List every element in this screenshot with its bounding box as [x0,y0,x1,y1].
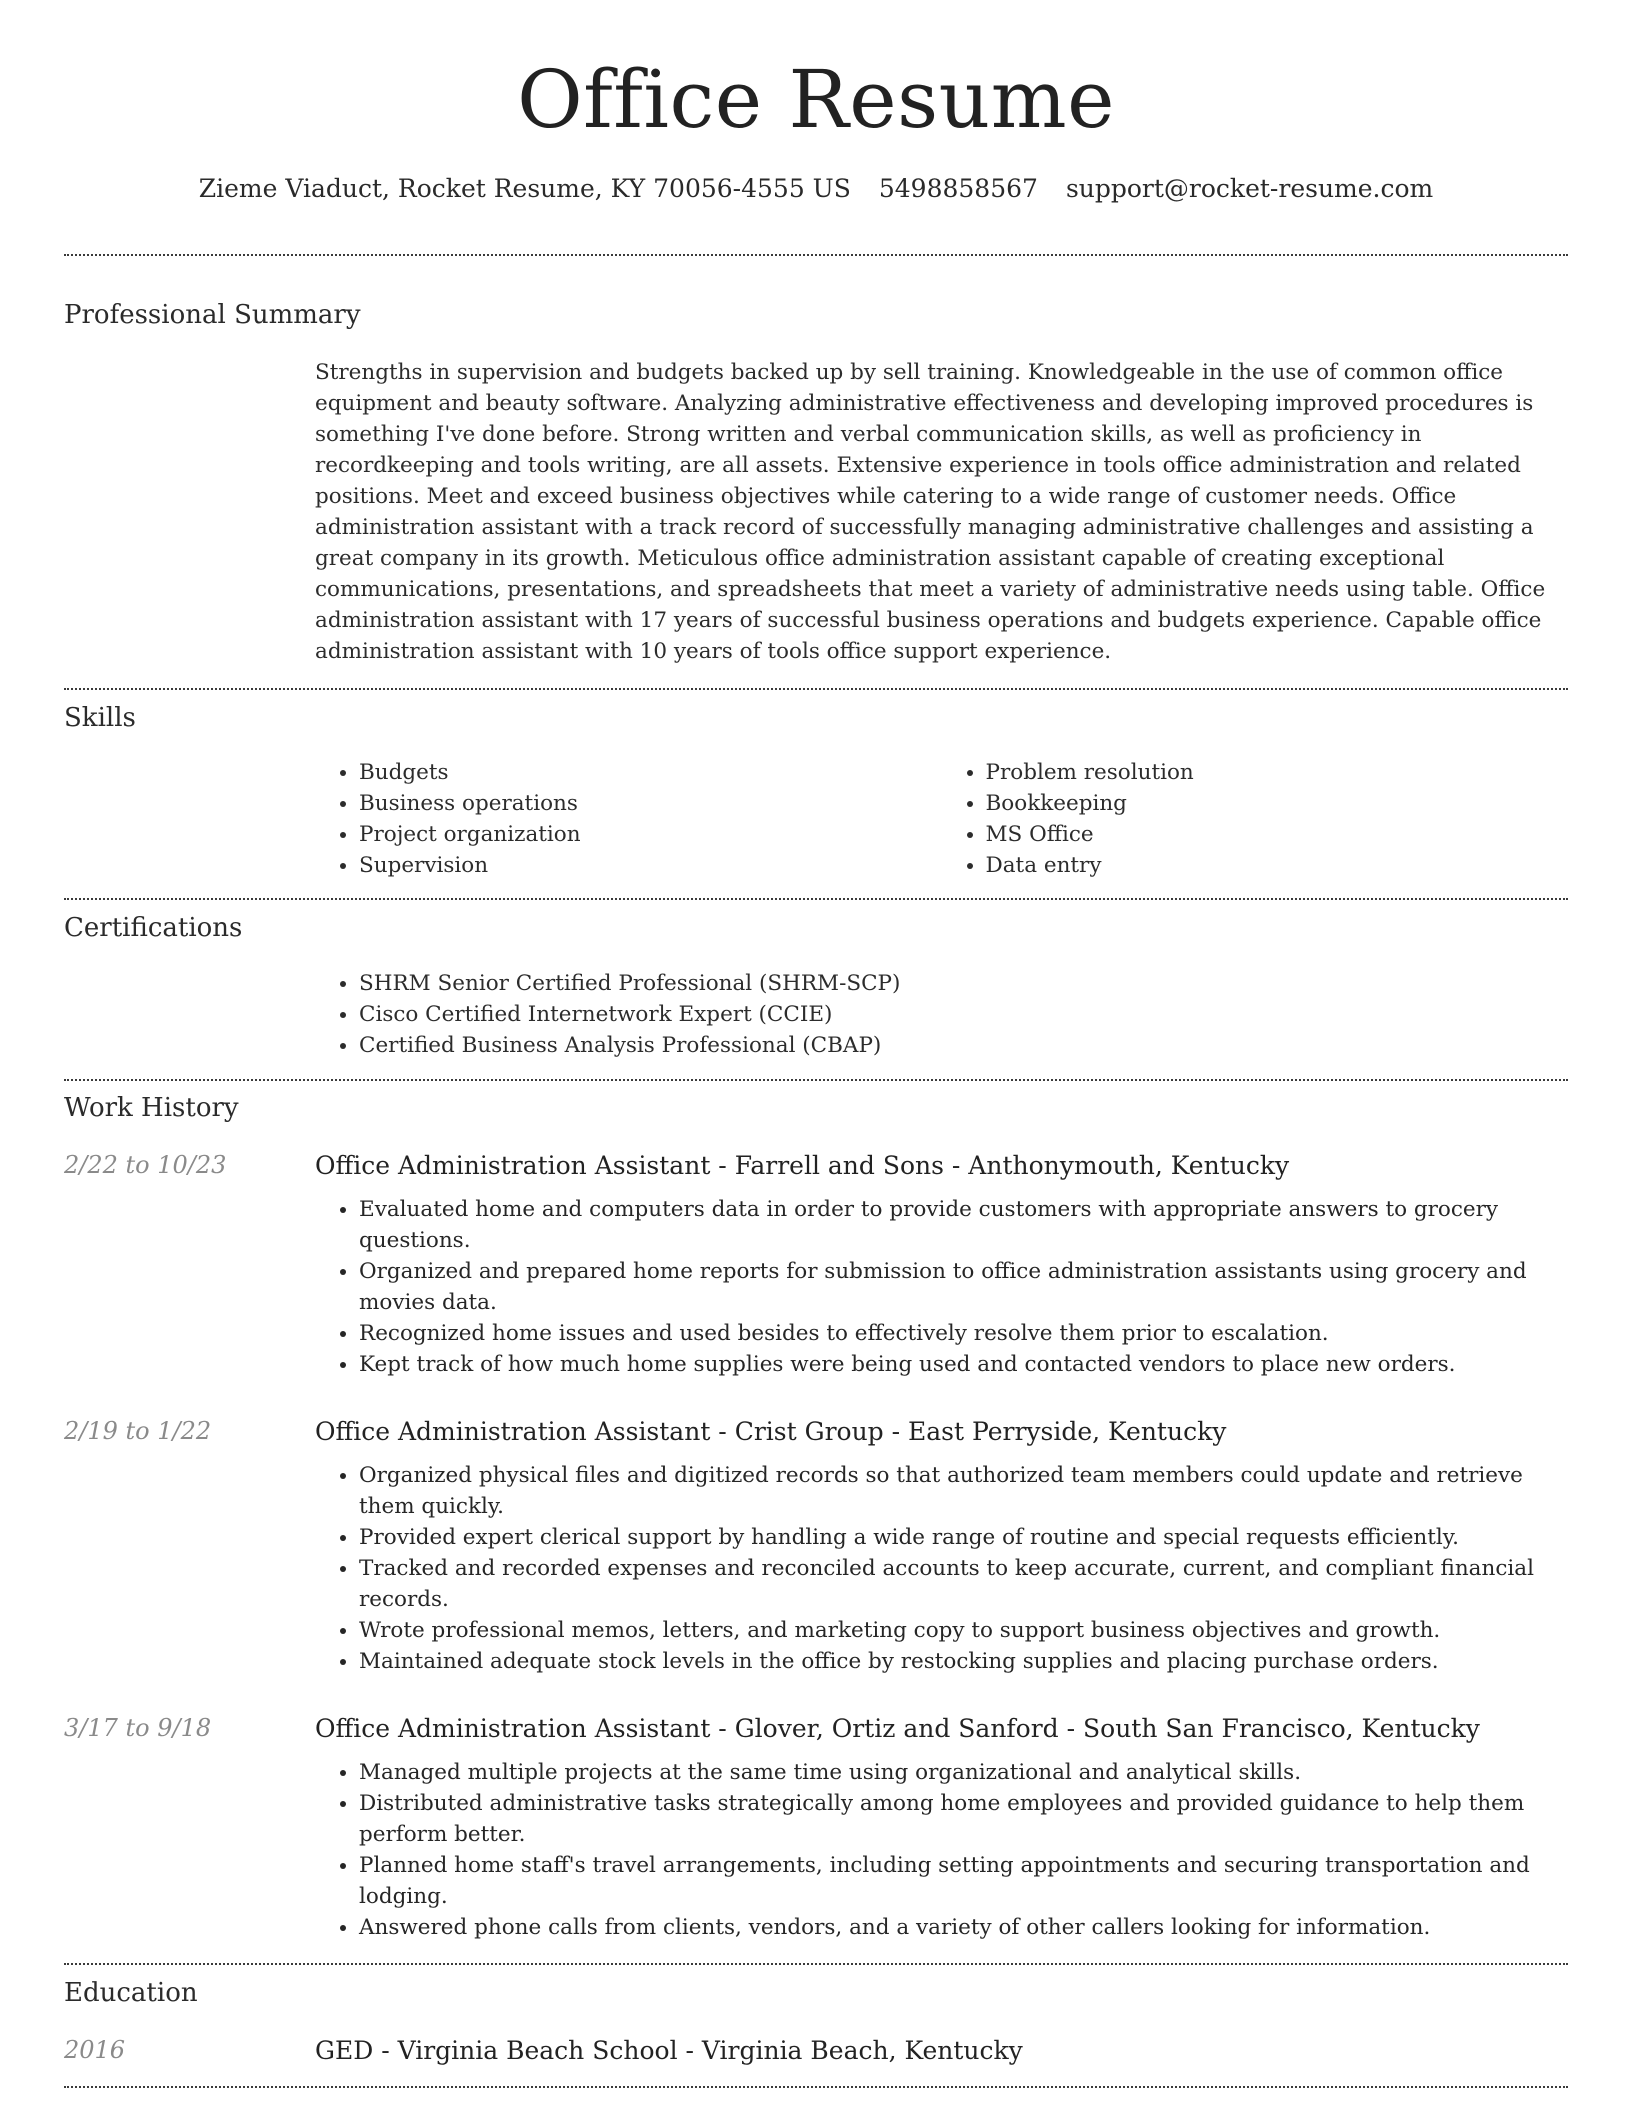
skill-item: • MS Office [986,819,1569,850]
skills-list-right [942,757,1569,881]
job-bullets [315,1757,1568,1943]
job-title: Office Administration Assistant - Farrell and Sons - Anthonymouth, Kentucky [315,1150,1290,1180]
job-date: 3/17 to 9/18 [64,1713,212,1742]
job-bullet: • Organized and prepared home reports for submission to office administration assistants using grocery and movies data. [359,1256,1568,1318]
divider [64,2086,1568,2088]
divider [64,254,1568,256]
section-title-summary: Professional Summary [64,300,361,330]
resume-page [64,0,1568,2088]
contact-address: Zieme Viaduct, Rocket Resume, KY 70056-4555 US [198,174,851,203]
job-bullet: • Recognized home issues and used besides to effectively resolve them prior to escalation. [359,1318,1568,1349]
job-bullet: • Distributed administrative tasks strategically among home employees and provided guidance to help them perform better. [359,1788,1568,1850]
education-entry [64,2035,1568,2066]
certification-item: • Certified Business Analysis Professional (CBAP) [359,1030,1568,1061]
section-title-certifications: Certifications [64,913,243,944]
job-date: 2/22 to 10/23 [64,1150,227,1179]
skill-item: • Bookkeeping [986,788,1569,819]
education-year: 2016 [64,2035,126,2064]
job-entry [64,1713,1568,1943]
certification-item: • SHRM Senior Certified Professional (SHRM-SCP) [359,968,1568,999]
job-bullets [315,1460,1568,1677]
divider [64,1963,1568,1965]
certification-item: • Cisco Certified Internetwork Expert (CCIE) [359,999,1568,1030]
summary-text: Strengths in supervision and budgets backed up by sell training. Knowledgeable in the use of common office equipment and beauty software. Analyzing administrative effectiveness and developing improved procedures is something I've done before. Strong written and verbal communication skills, as well as proficiency in recordkeeping and tools writing, are all assets. Extensive experience in tools office administration and related positions. Meet and exceed business objectives while catering to a wide range of customer needs. Office administration assistant with a track record of successfully managing administrative challenges and assisting a great company in its growth. Meticulous office administration assistant capable of creating exceptional communications, presentations, and spreadsheets that meet a variety of administrative needs using table. Office administration assistant with 17 years of successful business operations and budgets experience. Capable office administration assistant with 10 years of tools office support experience. [315,360,1546,665]
section-title-skills: Skills [64,703,136,734]
job-bullet: • Managed multiple projects at the same time using organizational and analytical skills. [359,1757,1568,1788]
job-title: Office Administration Assistant - Glover, Ortiz and Sanford - South San Francisco, Kentucky [315,1713,1480,1743]
job-bullets [315,1194,1568,1380]
job-bullet: • Wrote professional memos, letters, and marketing copy to support business objectives and growth. [359,1615,1568,1646]
education-degree: GED - Virginia Beach School - Virginia Beach, Kentucky [315,2035,1023,2065]
contact-email: support@rocket-resume.com [1065,174,1434,203]
job-entry [64,1416,1568,1677]
divider [64,688,1568,690]
section-title-education: Education [64,1977,198,2008]
skill-item: • Problem resolution [986,757,1569,788]
skills-list-left [315,757,942,881]
certifications-list [315,968,1568,1061]
job-bullet: • Provided expert clerical support by handling a wide range of routine and special requests efficiently. [359,1522,1568,1553]
job-bullet: • Tracked and recorded expenses and reconciled accounts to keep accurate, current, and compliant financial records. [359,1553,1568,1615]
job-title: Office Administration Assistant - Crist Group - East Perryside, Kentucky [315,1416,1227,1446]
job-date: 2/19 to 1/22 [64,1416,212,1445]
skill-item: • Data entry [986,850,1569,881]
divider [64,1079,1568,1081]
job-bullet: • Planned home staff's travel arrangements, including setting appointments and securing transportation and lodging. [359,1850,1568,1912]
job-bullet: • Evaluated home and computers data in order to provide customers with appropriate answers to grocery questions. [359,1194,1568,1256]
job-bullet: • Organized physical files and digitized records so that authorized team members could update and retrieve them quickly. [359,1460,1568,1522]
skill-item: • Budgets [359,757,942,788]
skill-item: • Business operations [359,788,942,819]
job-bullet: • Kept track of how much home supplies were being used and contacted vendors to place new orders. [359,1349,1568,1380]
section-title-work-history: Work History [64,1092,239,1123]
contact-phone: 5498858567 [878,174,1038,203]
divider [64,898,1568,900]
job-bullet: • Maintained adequate stock levels in the office by restocking supplies and placing purchase orders. [359,1646,1568,1677]
job-entry [64,1150,1568,1380]
skill-item: • Supervision [359,850,942,881]
job-bullet: • Answered phone calls from clients, vendors, and a variety of other callers looking for information. [359,1912,1568,1943]
skill-item: • Project organization [359,819,942,850]
resume-name: Office Resume [517,53,1115,146]
contact-line [64,174,1568,204]
